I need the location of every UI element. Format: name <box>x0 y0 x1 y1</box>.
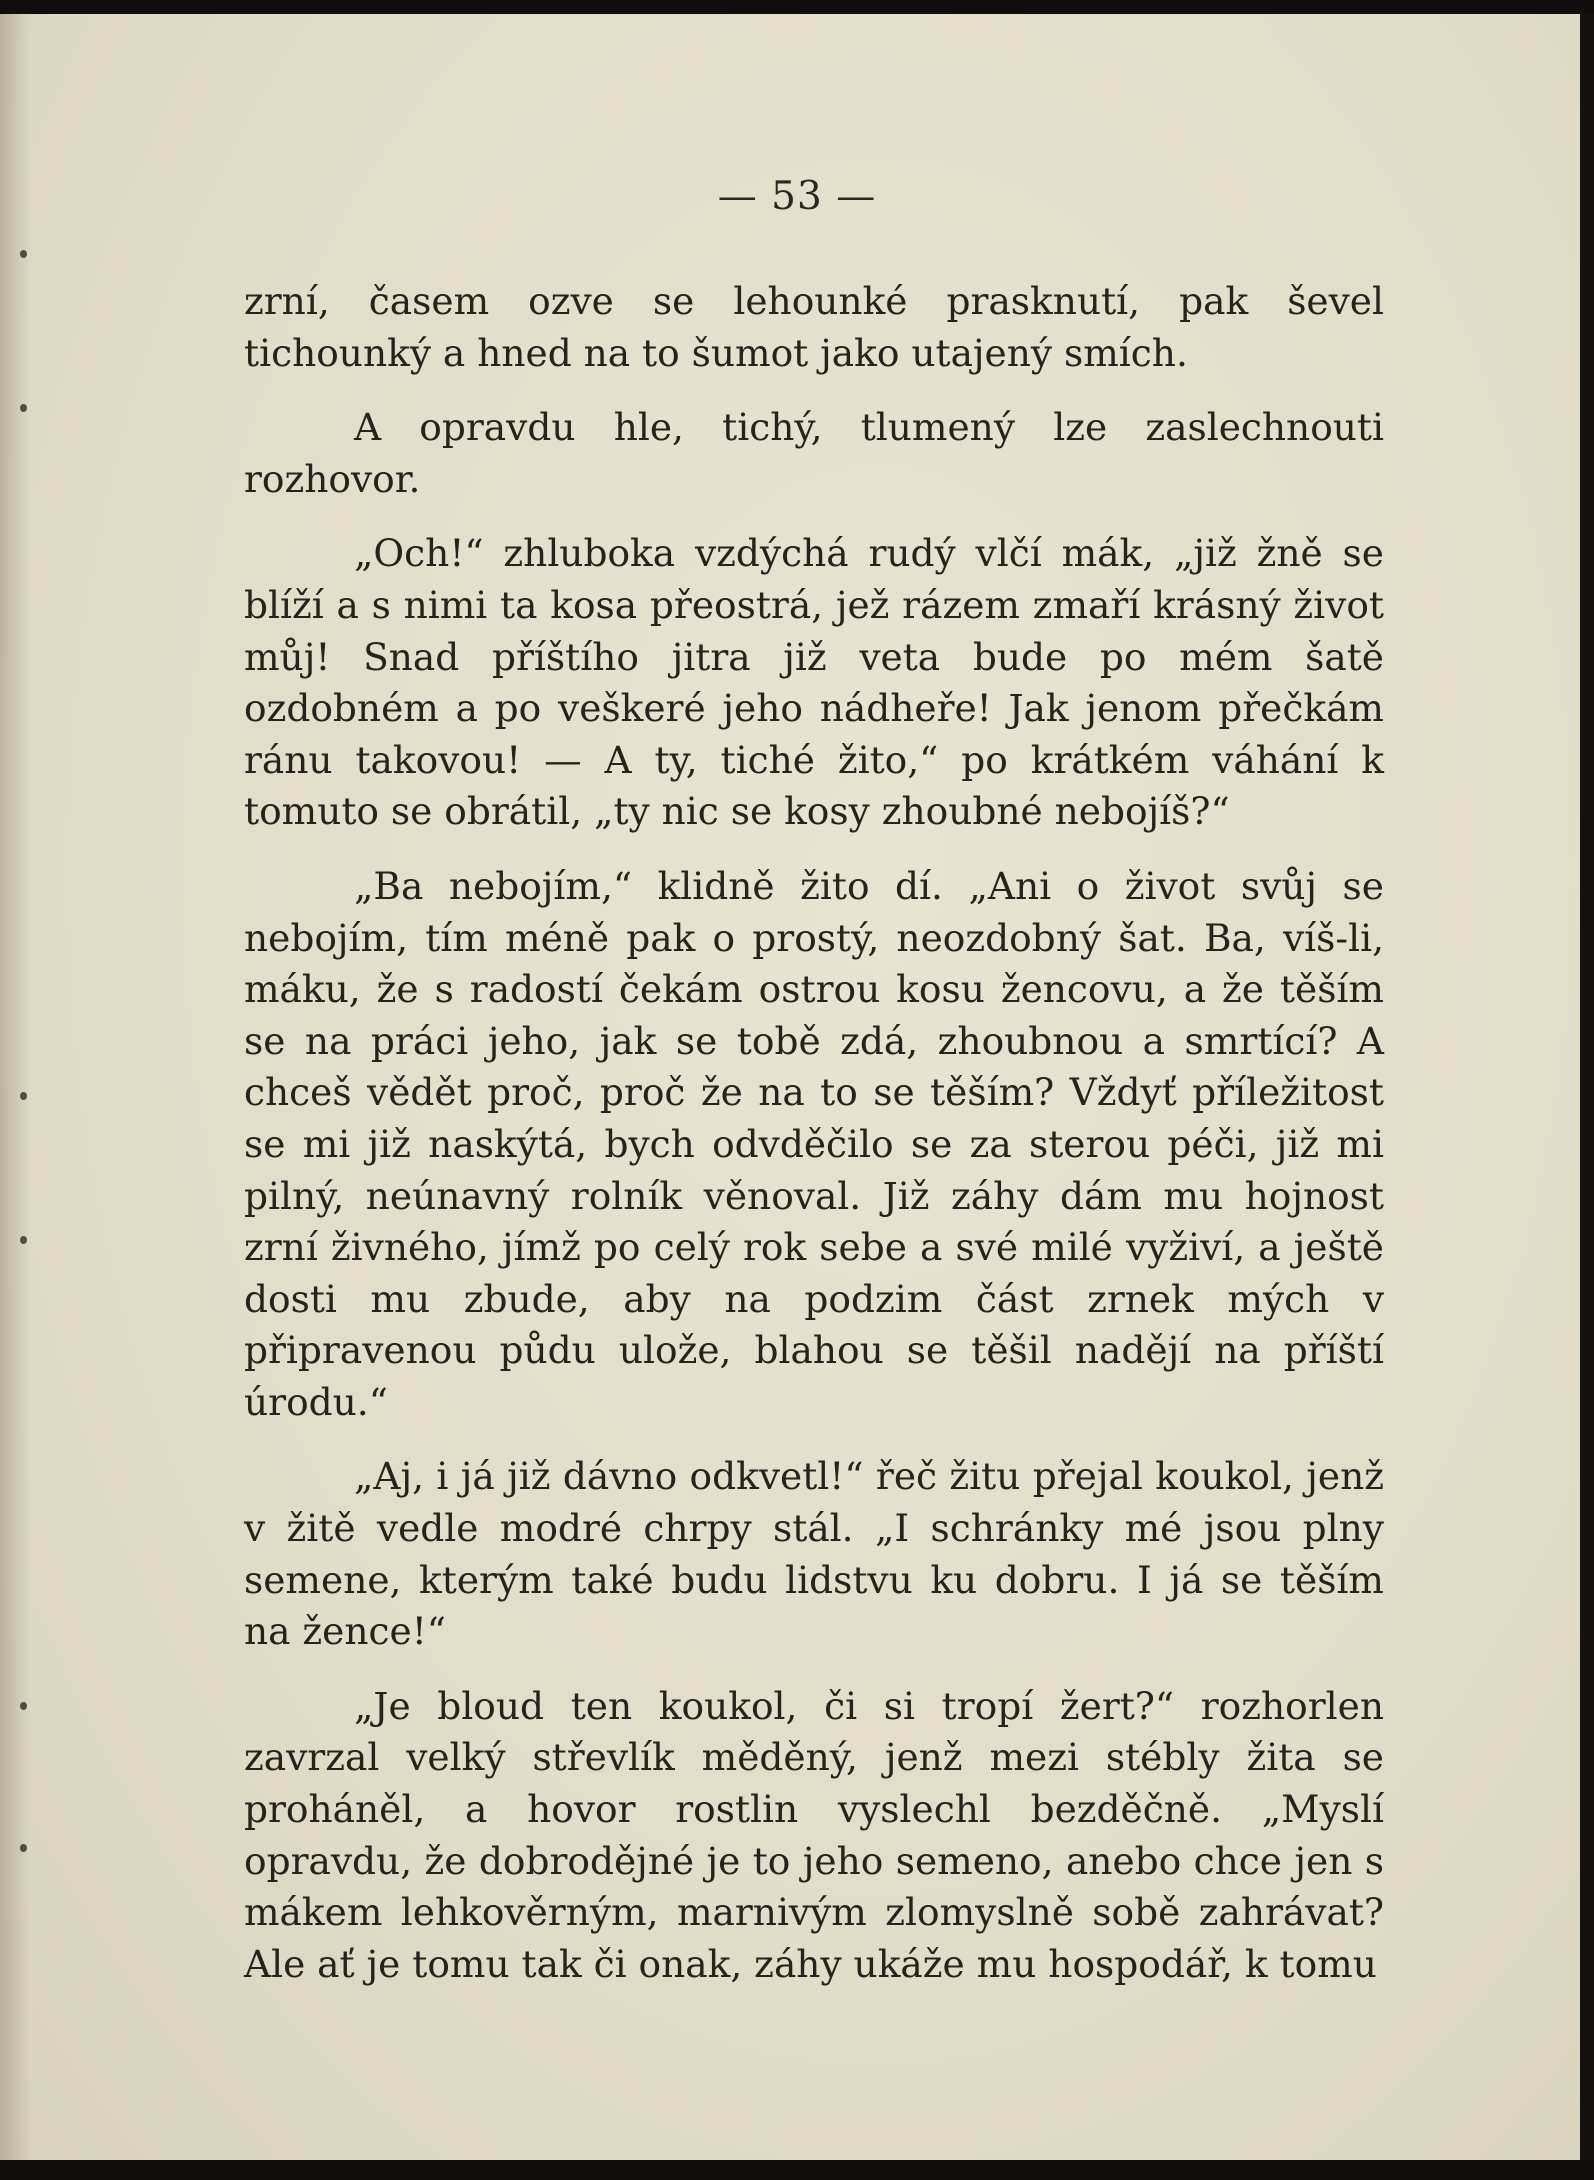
book-page <box>0 14 1594 2160</box>
paragraph: „Och!“ zhluboka vzdýchá rudý vlčí mák, „již žně se blíží a s nimi ta kosa přeostrá, jež rázem zmaří krásný život můj! Snad příštího jitra již veta bude po mém šatě ozdobném a po veškeré jeho nádheře! Jak jenom přečkám ránu takovou! — A ty, tiché žito,“ po krátkém váhání k tomuto se obrátil, „ty nic se kosy zhoubné nebojíš?“ <box>244 531 1384 834</box>
scan-edge <box>1580 14 1594 2160</box>
paragraph: „Ba nebojím,“ klidně žito dí. „Ani o život svůj se nebojím, tím méně pak o prostý, neozdobný šat. Ba, víš-li, máku, že s radostí čekám ostrou kosu žencovu, a že těším se na práci jeho, jak se tobě zdá, zhoubnou a smrtící? A chceš vědět proč, proč že na to se těším? Vždyť příležitost se mi již naskýtá, bych odvděčilo se za sterou péči, již mi pilný, neúnavný rolník věnoval. Již záhy dám mu hojnost zrní živného, jímž po celý rok sebe a své milé vyživí, a ještě dosti mu zbude, aby na podzim část zrnek mých v připravenou půdu ulože, blahou se těšil nadějí na příští úrodu.“ <box>244 863 1384 1424</box>
paragraph: „Je bloud ten koukol, či si tropí žert?“ rozhorlen zavrzal velký střevlík měděný, jenž mezi stébly žita se proháněl, a hovor rostlin vyslechl bezděčně. „Myslí opravdu, že dobrodějné je to jeho semeno, anebo chce jen s mákem lehkověrným, marnivým zlomyslně sobě zahrávat? Ale ať je tomu tak či onak, záhy ukáže mu hospodář, k tomu <box>244 1683 1384 1986</box>
body-text <box>244 276 1384 2013</box>
bleed-through-mark <box>20 1844 27 1852</box>
paragraph: „Aj, i já již dávno odkvetl!“ řeč žitu přejal koukol, jenž v žitě vedle modré chrpy stál. „I schránky mé jsou plny semene, kterým také budu lidstvu ku dobru. I já se těším na žence!“ <box>244 1454 1384 1654</box>
bleed-through-mark <box>20 404 27 412</box>
bleed-through-mark <box>20 1092 27 1100</box>
page-number: — 53 — <box>717 174 877 219</box>
paragraph: A opravdu hle, tichý, tlumený lze zaslechnouti rozhovor. <box>244 405 1384 501</box>
paragraph: zrní, časem ozve se lehounké prasknutí, pak ševel tichounký a hned na to šumot jako utajený smích. <box>244 279 1384 375</box>
bleed-through-mark <box>20 250 27 258</box>
bleed-through-mark <box>20 1236 27 1244</box>
bleed-through-mark <box>20 1702 27 1710</box>
binding-shadow <box>0 14 30 2160</box>
